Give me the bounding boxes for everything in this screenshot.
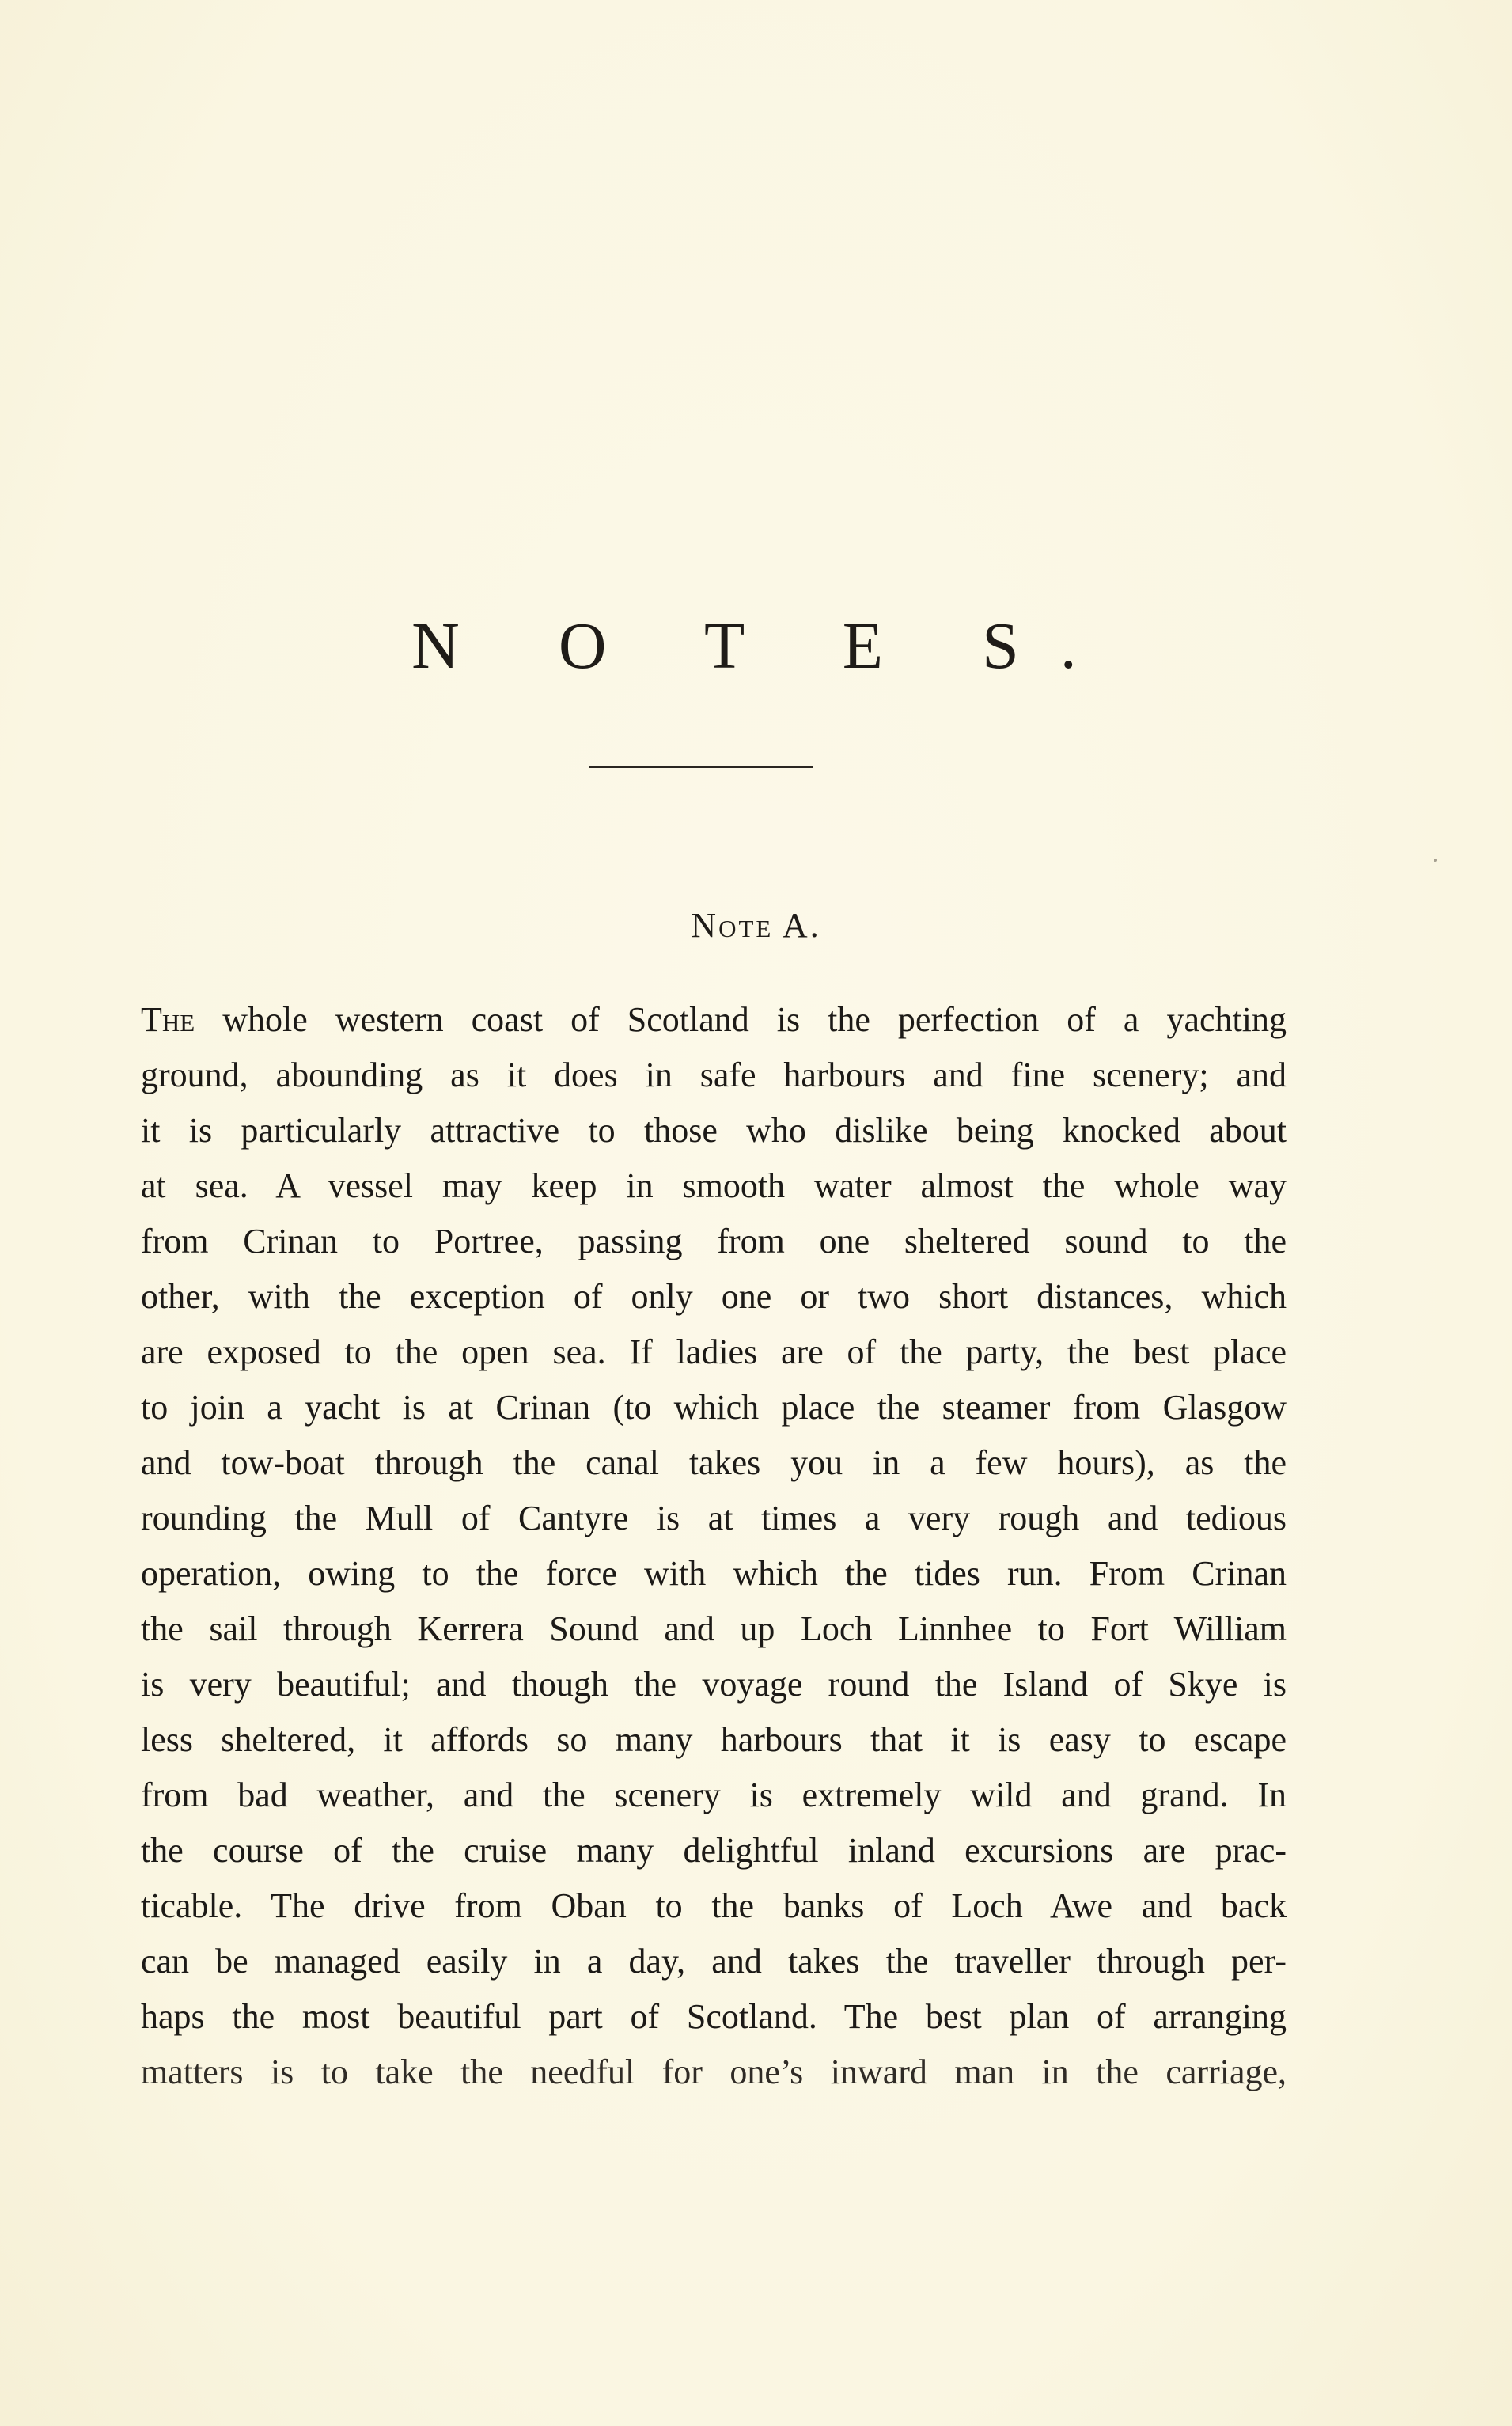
note-paragraph	[141, 992, 1287, 2100]
paragraph-line: it is particularly attractive to those who dislike being knocked about	[141, 1111, 1287, 1150]
paragraph-line-text: whole western coast of Scotland is the perfection of a yachting	[195, 1000, 1287, 1039]
paragraph-lead-word: The	[141, 1000, 195, 1039]
paragraph-line: is very beautiful; and though the voyage round the Island of Skye is	[141, 1665, 1287, 1704]
note-heading-label: Note	[691, 906, 774, 945]
paragraph-line: are exposed to the open sea. If ladies are of the party, the best place	[141, 1332, 1287, 1371]
paragraph-line: operation, owing to the force with which the tides run. From Crinan	[141, 1554, 1287, 1593]
paragraph-line: and tow-boat through the canal takes you in a few hours), as the	[141, 1443, 1287, 1482]
paragraph-line: to join a yacht is at Crinan (to which place the steamer from Glasgow	[141, 1388, 1287, 1427]
paragraph-line: haps the most beautiful part of Scotland. The best plan of arranging	[141, 1997, 1287, 2036]
paragraph-line: the course of the cruise many delightful inland excursions are prac-	[141, 1831, 1287, 1870]
paragraph-line	[141, 992, 1287, 1048]
paper-speck	[1434, 859, 1437, 862]
note-heading-letter: A.	[773, 906, 821, 945]
paragraph-line: other, with the exception of only one or two short distances, which	[141, 1277, 1287, 1316]
paragraph-line: can be managed easily in a day, and takes the traveller through per-	[141, 1942, 1287, 1981]
paragraph-line: from Crinan to Portree, passing from one sheltered sound to the	[141, 1222, 1287, 1260]
paragraph-line: ticable. The drive from Oban to the banks of Loch Awe and back	[141, 1886, 1287, 1925]
title-rule-divider	[589, 766, 813, 768]
paragraph-line: from bad weather, and the scenery is extremely wild and grand. In	[141, 1776, 1287, 1814]
note-heading	[0, 908, 1512, 943]
paragraph-line: rounding the Mull of Cantyre is at times a very rough and tedious	[141, 1499, 1287, 1537]
page-title: N O T E S.	[411, 609, 1118, 683]
paragraph-line: the sail through Kerrera Sound and up Loch Linnhee to Fort William	[141, 1609, 1287, 1648]
paragraph-line: ground, abounding as it does in safe harbours and fine scenery; and	[141, 1056, 1287, 1094]
paragraph-line: matters is to take the needful for one’s inward man in the carriage,	[141, 2053, 1287, 2091]
paragraph-line: less sheltered, it affords so many harbours that it is easy to escape	[141, 1720, 1287, 1759]
paragraph-line: at sea. A vessel may keep in smooth water almost the whole way	[141, 1166, 1287, 1205]
